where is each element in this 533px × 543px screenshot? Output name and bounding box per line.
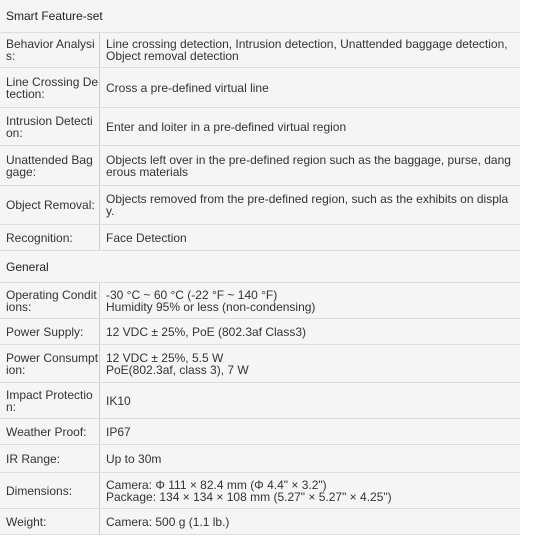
spec-label-text: Power Consumption: [6,350,99,377]
spec-row-power-supply [0,319,520,345]
spec-label-text: Power Supply: [6,324,84,339]
spec-value-line: IP67 [106,424,131,439]
spec-value-line: Enter and loiter in a pre-defined virtual region [106,119,347,134]
spec-row-ir-range [0,445,520,473]
spec-label-text: Operating Conditions: [6,287,97,314]
spec-value [100,473,520,508]
spec-value-line: Camera: Φ 111 × 82.4 mm (Φ 4.4" × 3.2") [106,477,327,492]
spec-label [0,473,100,508]
spec-value-line: Cross a pre-defined virtual line [106,80,269,95]
spec-row-unattended-baggage [0,146,520,186]
spec-value-line: Line crossing detection, Intrusion detection, Unattended baggage detection, Object removal detection [106,37,508,63]
spec-value [100,345,520,382]
spec-label [0,319,100,344]
spec-label [0,383,100,418]
spec-label [0,186,100,224]
spec-value [100,509,520,534]
spec-value [100,283,520,318]
spec-row-operating-conditions [0,283,520,319]
spec-row-line-crossing-detection [0,68,520,108]
spec-value [100,186,520,224]
spec-label [0,225,100,250]
spec-value [100,445,520,472]
spec-value-line: Humidity 95% or less (non-condensing) [106,299,316,314]
spec-value-line: IK10 [106,393,131,408]
spec-label-text: Impact Protection: [6,387,93,414]
spec-value-line: 12 VDC ± 25%, PoE (802.3af Class3) [106,324,307,339]
spec-label-text: Dimensions: [6,483,73,498]
spec-label-text: Recognition: [6,230,73,245]
spec-value [100,68,520,107]
spec-label-text: Object Removal: [6,198,95,212]
spec-value [100,225,520,250]
spec-row-dimensions [0,473,520,509]
spec-value [100,146,520,185]
spec-value-line: -30 °C ~ 60 °C (-22 °F ~ 140 °F) [106,287,278,302]
spec-label-text: Line Crossing Detection: [6,74,99,101]
spec-row-recognition [0,225,520,251]
spec-value-line: Face Detection [106,230,187,245]
spec-row-weather-proof [0,419,520,445]
spec-value [100,108,520,145]
spec-value [100,319,520,344]
spec-value-line: Up to 30m [106,451,162,466]
spec-label [0,345,100,382]
spec-label-text: Weather Proof: [6,424,87,439]
spec-value-line: PoE(802.3af, class 3), 7 W [106,362,249,377]
spec-row-intrusion-detection [0,108,520,146]
spec-value [100,383,520,418]
spec-label-text: Behavior Analysis: [6,37,95,63]
spec-label [0,445,100,472]
spec-row-object-removal [0,186,520,225]
spec-label-text: Weight: [6,514,47,529]
section-title-general: General [0,251,520,283]
spec-row-behavior-analysis [0,33,520,68]
spec-label [0,68,100,107]
spec-value [100,419,520,444]
spec-label-text: Unattended Baggage: [6,152,93,179]
spec-label-text: Intrusion Detection: [6,113,93,140]
spec-value-line: Objects left over in the pre-defined region such as the baggage, purse, dangerous materials [106,152,511,179]
spec-row-power-consumption [0,345,520,383]
spec-row-impact-protection [0,383,520,419]
spec-label [0,108,100,145]
spec-label-text: IR Range: [6,451,61,466]
spec-value-line: Objects removed from the pre-defined region, such as the exhibits on display. [106,192,509,218]
spec-label [0,283,100,318]
section-title-smart-feature-set: Smart Feature-set [0,0,520,33]
spec-value-line: 12 VDC ± 25%, 5.5 W [106,350,224,365]
spec-label [0,509,100,534]
spec-value-line: Camera: 500 g (1.1 lb.) [106,514,230,529]
spec-row-weight [0,509,520,535]
spec-value [100,33,520,67]
spec-value-line: Package: 134 × 134 × 108 mm (5.27" × 5.27" × 4.25") [106,489,392,504]
spec-label [0,419,100,444]
spec-label [0,33,100,67]
spec-label [0,146,100,185]
